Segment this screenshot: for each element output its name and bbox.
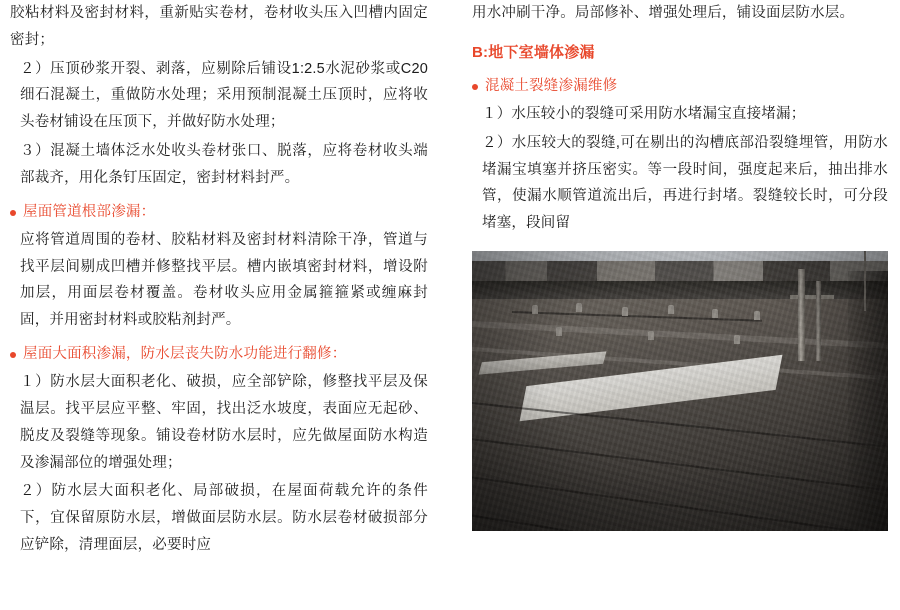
paragraph-renovation-item-2: ２）防水层大面积老化、局部破损，在屋面荷载允许的条件下，宜保留原防水层，增做面层防水层。防水层卷材破损部分应铲除，清理面层，必要时应 [20, 483, 428, 553]
bullet-concrete-crack-leak-repair [472, 73, 888, 99]
right-column [450, 0, 900, 610]
bullet-roof-large-area-leak [10, 341, 428, 367]
photo-roof-vent [754, 311, 760, 320]
paragraph-item-2: ２）压顶砂浆开裂、剥落，应剔除后铺设1:2.5水泥砂浆或C20细石混凝土，重做防水处理；采用预制混凝土压顶时，应将收头卷材铺设在压顶下，并做好防水处理； [20, 60, 428, 131]
paragraph-continuation: 胶粘材料及密封材料，重新贴实卷材，卷材收头压入凹槽内固定密封； [10, 5, 428, 48]
paragraph-crack-item-2: ２）水压较大的裂缝,可在剔出的沟槽底部沿裂缝埋管，用防水堵漏宝填塞并挤压密实。等一段时间，强度起来后，抽出排水管，使漏水顺管道流出后，再进行封堵。裂缝较长时，可分段堵塞，段间留 [482, 134, 888, 232]
photo-vertical-pipe [798, 269, 805, 361]
photo-roof-vent [576, 303, 582, 312]
rooftop-waterproof-membrane-photo [472, 251, 888, 531]
photo-vertical-pipe-secondary [816, 281, 821, 361]
photo-roof-vent [712, 309, 718, 318]
bullet-dot-icon [472, 84, 478, 90]
photo-roof-vent [622, 307, 628, 316]
paragraph-right-continuation: 用水冲刷干净。局部修补、增强处理后，铺设面层防水层。 [472, 5, 855, 21]
photo-roof-vent [532, 305, 538, 314]
photo-right-parapet-wall [848, 271, 888, 531]
paragraph-crack-item-1: １）水压较小的裂缝可采用防水堵漏宝直接堵漏； [482, 105, 806, 122]
photo-roof-vent [556, 327, 562, 336]
photo-antenna-pole [864, 251, 866, 311]
photo-roof-vent [668, 305, 674, 314]
bullet-label: 混凝土裂缝渗漏维修 [485, 77, 618, 94]
section-title-basement-wall-leak: B:地下室墙体渗漏 [472, 43, 595, 61]
bullet-label: 屋面管道根部渗漏： [23, 203, 156, 220]
paragraph-renovation-item-1: １）防水层大面积老化、破损，应全部铲除，修整找平层及保温层。找平层应平整、牢固，找出泛水坡度，表面应无起砂、脱皮及裂缝等现象。铺设卷材防水层时，应先做屋面防水构造及渗漏部位的增强处理； [20, 374, 428, 471]
photo-pipe-crossbar [790, 295, 834, 299]
paragraph-pipe-root-body: 应将管道周围的卷材、胶粘材料及密封材料清除干净，管道与找平层间剔成凹槽并修整找平层。槽内嵌填密封材料，增设附加层，用面层卷材覆盖。卷材收头应用金属箍箍紧或缠麻封固，并用密封材料或胶粘剂封严。 [20, 231, 428, 329]
bullet-dot-icon [10, 210, 16, 216]
bullet-label: 屋面大面积渗漏，防水层丧失防水功能进行翻修： [23, 346, 347, 363]
paragraph-item-3: ３）混凝土墙体泛水处收头卷材张口、脱落，应将卷材收头端部裁齐，用化条钉压固定，密封材料封严。 [20, 143, 428, 186]
photo-roof-vent [648, 331, 654, 340]
bullet-roof-pipe-root-leak [10, 199, 428, 225]
bullet-dot-icon [10, 352, 16, 358]
photo-roof-vent [734, 335, 740, 344]
